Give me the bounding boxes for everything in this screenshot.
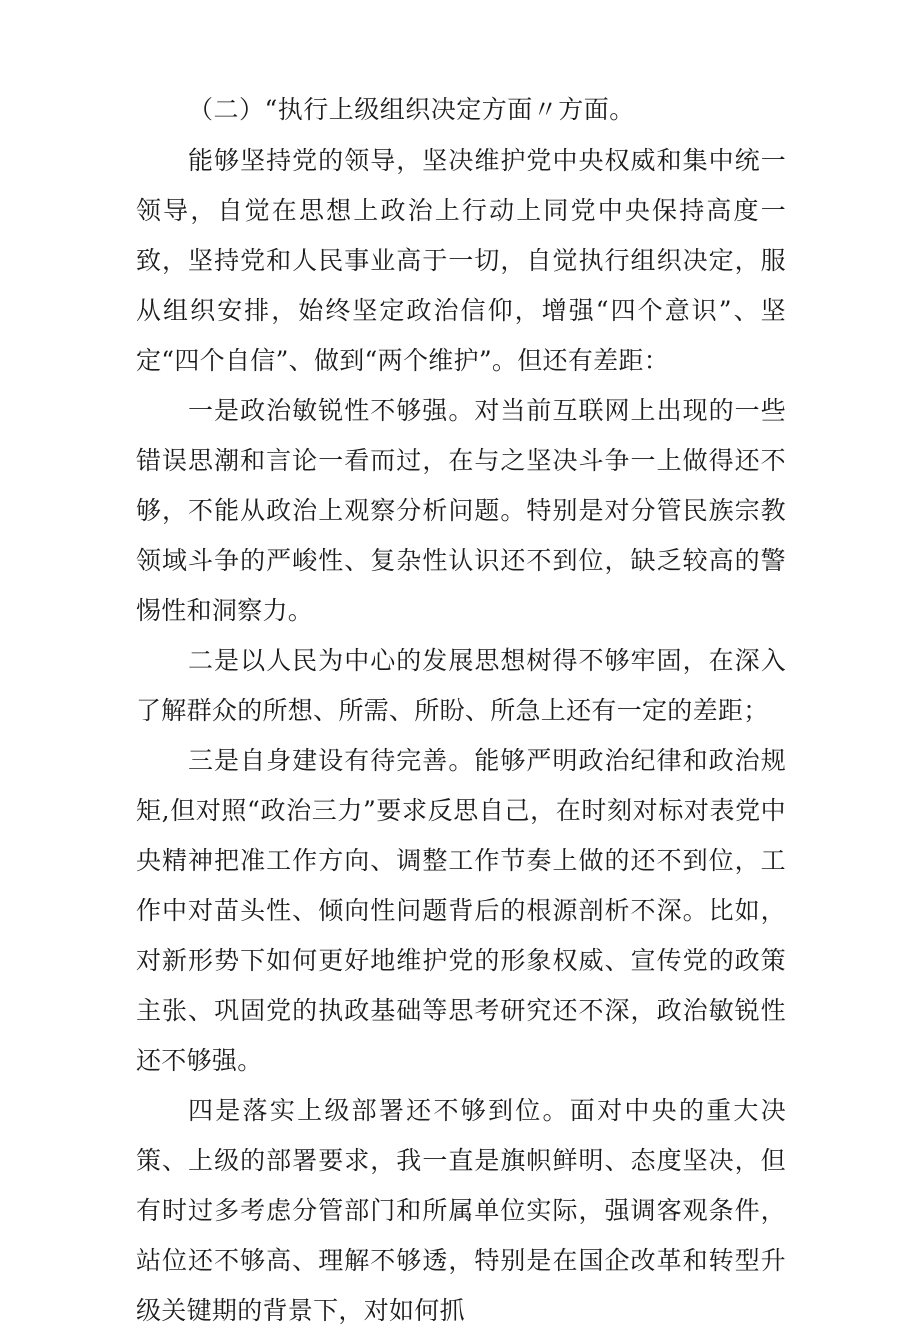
paragraph-point-three: 三是自身建设有待完善。能够严明政治纪律和政治规矩,但对照“政治三力”要求反思自己，在时刻对标对表党中央精神把准工作方向、调整工作节奏上做的还不到位，工作中对苗头性、倾向性问题背后的根源剖析不深。比如，对新形势下如何更好地维护党的形象权威、宣传党的政策主张、巩固党的执政基础等思考研究还不深，政治敏锐性还不够强。 xyxy=(136,746,786,1075)
document-body xyxy=(136,84,786,1336)
paragraph-point-two: 二是以人民为中心的发展思想树得不够牢固，在深入了解群众的所想、所需、所盼、所急上还有一定的差距； xyxy=(136,646,786,725)
paragraph-point-four: 四是落实上级部署还不够到位。面对中央的重大决策、上级的部署要求，我一直是旗帜鲜明、态度坚决，但有时过多考虑分管部门和所属单位实际，强调客观条件，站位还不够高、理解不够透，特别是在国企改革和转型升级关键期的背景下，对如何抓 xyxy=(136,1096,786,1325)
paragraph-intro: 能够坚持党的领导，坚决维护党中央权威和集中统一领导，自觉在思想上政治上行动上同党中央保持高度一致，坚持党和人民事业高于一切，自觉执行组织决定，服从组织安排，始终坚定政治信仰，增强“四个意识”、坚定“四个自信”、做到“两个维护”。但还有差距： xyxy=(136,146,786,375)
paragraph-point-one: 一是政治敏锐性不够强。对当前互联网上出现的一些错误思潮和言论一看而过，在与之坚决斗争一上做得还不够，不能从政治上观察分析问题。特别是对分管民族宗教领域斗争的严峻性、复杂性认识还不到位，缺乏较高的警惕性和洞察力。 xyxy=(136,396,786,625)
section-heading: （二）“执行上级组织决定方面〃方面。 xyxy=(188,95,635,124)
